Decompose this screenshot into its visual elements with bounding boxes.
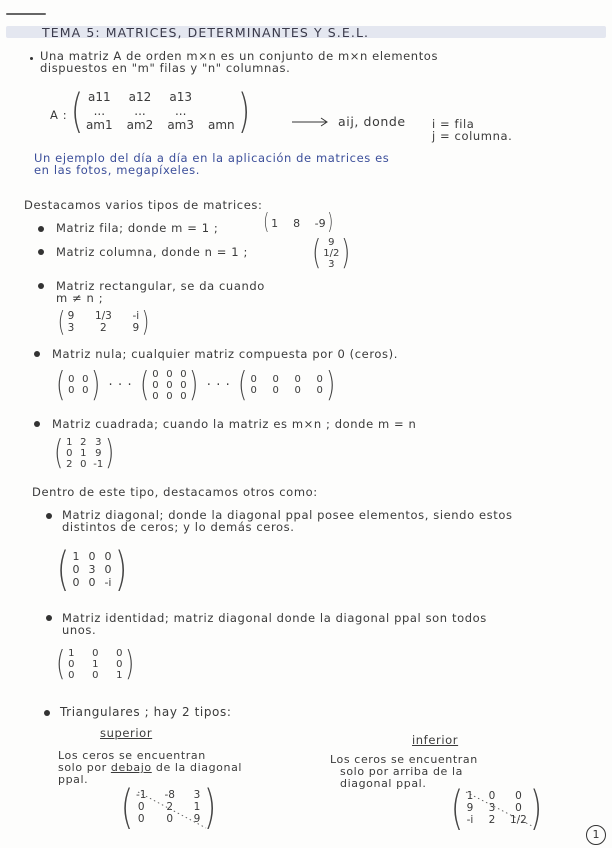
matrix-cell: 0 [72, 562, 80, 576]
page-title: TEMA 5: MATRICES, DETERMINANTES Y S.E.L. [42, 25, 370, 40]
i-fila-text: i = fila [432, 117, 475, 131]
inferior-matrix: ( 1 0 0 9 3 0 -i 2 1/2 ) [450, 781, 543, 835]
matrix-cell: 1 [193, 801, 201, 813]
matrix-cell: ... [174, 104, 187, 118]
identidad-line-1: Matriz identidad; matriz diagonal donde la diagonal ppal son todos [62, 611, 487, 625]
matrix-cell: 0 [180, 368, 187, 380]
superior-line-1: Los ceros se encuentran [58, 749, 206, 762]
superior-matrix: ( -1 -8 3 0 2 1 0 0 9 ) [120, 780, 217, 834]
page-number: 1 [586, 825, 606, 845]
matrix-cell: 0 [68, 669, 75, 681]
matrix-cell: 0 [250, 374, 257, 385]
matrix-cell: am1 [85, 118, 113, 132]
matrix-cell: 0 [104, 549, 112, 563]
dentro-text: Dentro de este tipo, destacamos otros como: [32, 485, 318, 499]
matrix-cell: 0 [104, 562, 112, 576]
matrix-cell: 0 [250, 385, 257, 396]
matrix-cell: 2 [66, 458, 73, 470]
matrix-cell: 1 [116, 669, 123, 681]
matrix-cell: 1 [68, 647, 75, 659]
superior-line-2c: de la diagonal [155, 761, 243, 774]
matrix-cell: -1 [135, 789, 147, 801]
matrix-cell: 0 [316, 385, 323, 396]
matrix-cell: 1 [72, 549, 80, 563]
nula-text: Matriz nula; cualquier matriz compuesta por 0 (ceros). [52, 347, 398, 361]
superior-diagonal-dots [138, 792, 210, 830]
matrix-cell: 0 [137, 813, 145, 825]
matrix-cell: 9 [95, 447, 102, 459]
intro-line-1: Una matriz A de orden m×n es un conjunto de m×n elementos [40, 49, 439, 63]
bullet-dot [46, 513, 52, 519]
superior-line-2a: solo por [58, 761, 107, 774]
left-paren: ( [55, 365, 66, 405]
matrix-cell: 2 [100, 322, 107, 334]
rectangular-line-1: Matriz rectangular, se da cuando [56, 279, 265, 293]
matrix-cell: 0 [137, 801, 145, 813]
matrix-cell: 0 [515, 802, 522, 814]
bullet-dot [44, 710, 50, 716]
general-matrix [68, 84, 253, 138]
matrix-cell: a11 [87, 90, 111, 104]
rectangular-matrix: ( 9 1/3 -i 3 2 9 ) [57, 305, 150, 338]
matrix-cell: ... [93, 104, 106, 118]
matrix-cell: 3 [95, 436, 102, 448]
matrix-cell: 0 [82, 374, 89, 385]
matrix-cell: 1 [466, 790, 474, 802]
matrix-cell: -i [466, 814, 474, 826]
matrix-cell: 0 [68, 658, 75, 670]
nula-matrices-row [54, 365, 337, 405]
aij-text: aij, donde [338, 114, 406, 129]
superior-line-3: ppal. [58, 773, 89, 786]
j-columna-text: j = columna. [432, 129, 513, 143]
matrix-cell: 0 [488, 790, 496, 802]
matrix-cell: 0 [272, 385, 279, 396]
matrix-cell [208, 104, 235, 118]
matrix-cell: 0 [68, 374, 75, 385]
matrix-cell: 0 [88, 549, 96, 563]
matrix-cell: 8 [293, 216, 301, 230]
matrix-cell: 0 [72, 575, 80, 589]
example-line-2: en las fotos, megapíxeles. [34, 163, 201, 177]
matrix-cell: amn [208, 118, 235, 132]
rectangular-line-2: m ≠ n ; [56, 291, 104, 305]
inferior-line-2: solo por arriba de la [340, 765, 463, 778]
matrix-cell: 9 [132, 322, 140, 334]
matrix-cell: 0 [92, 669, 99, 681]
matrix-cell: 0 [116, 658, 123, 670]
matrix-cell: 1/3 [94, 310, 112, 322]
matrix-cell: 3 [67, 322, 75, 334]
matrix-cell: 0 [82, 385, 89, 396]
matrix-cell: 0 [166, 379, 173, 391]
diagonal-line-1: Matriz diagonal; donde la diagonal ppal posee elementos, siendo estos [62, 508, 513, 522]
diagonal-line-2: distintos de ceros; y lo demás ceros. [62, 520, 295, 534]
matrix-cell: -9 [314, 216, 326, 230]
matrix-cell: a13 [169, 90, 192, 104]
corner-mark [6, 13, 46, 15]
bullet-dot [38, 249, 44, 255]
matrix-cell: 2 [166, 801, 174, 813]
left-paren: ( [238, 365, 248, 405]
matrix-cell: 0 [316, 374, 323, 385]
matrix-cell [208, 90, 235, 104]
matrix-cell: 2 [488, 814, 496, 826]
right-paren: ) [325, 365, 335, 405]
right-paren: ) [237, 84, 250, 138]
arrow-icon [292, 118, 332, 126]
matrix-cell: 1/2 [509, 814, 527, 826]
matrix-cell: 0 [294, 374, 301, 385]
matrix-cell: 0 [116, 647, 123, 659]
bullet-dot [46, 615, 52, 621]
matrix-cell: -i [132, 310, 140, 322]
matrix-cell: 0 [166, 813, 174, 825]
matrix-cell: 3 [88, 562, 96, 576]
identidad-line-2: unos. [62, 623, 97, 637]
left-paren: ( [70, 84, 84, 138]
superior-line-2b: debajo [110, 761, 152, 774]
matrix-cell: 3 [193, 789, 201, 801]
intro-line-2: dispuestos en "m" filas y "n" columnas. [40, 61, 291, 75]
types-heading: Destacamos varios tipos de matrices: [24, 198, 263, 212]
matrix-cell: a12 [128, 90, 152, 104]
inferior-title: inferior [412, 733, 459, 747]
zero-matrix [236, 365, 337, 405]
example-line-1: Un ejemplo del día a día en la aplicación de matrices es [34, 151, 390, 165]
superior-title: superior [100, 726, 153, 740]
bullet-dot [34, 351, 40, 357]
fila-text: Matriz fila; donde m = 1 ; [56, 221, 219, 235]
matrix-cell: 0 [515, 790, 522, 802]
zero-matrix [54, 365, 103, 405]
matrix-cell: 2 [80, 436, 87, 448]
bullet-dot [30, 57, 33, 60]
matrix-cell: 1 [271, 216, 279, 230]
matrix-cell: 0 [92, 647, 99, 659]
matrix-cell: 0 [180, 390, 187, 402]
matrix-cell: 0 [152, 390, 159, 402]
matrix-label: A : [50, 108, 68, 122]
cuadrada-matrix: ( 1 2 3 0 1 9 2 0 -1 ) [53, 433, 115, 473]
zero-matrix [138, 365, 201, 405]
matrix-cell: 0 [166, 390, 173, 402]
matrix-cell: 1 [92, 658, 99, 670]
matrix-cell: am2 [126, 118, 154, 132]
matrix-cell: 9 [67, 310, 75, 322]
matrix-cell: 0 [66, 447, 73, 459]
inferior-line-3: diagonal ppal. [340, 777, 427, 790]
matrix-cell: 1 [80, 447, 87, 459]
matrix-cell: 3 [328, 258, 335, 270]
matrix-cell: 1 [66, 436, 73, 448]
columna-matrix: ( 9 1/2 3 ) [311, 233, 351, 273]
bullet-dot [38, 283, 44, 289]
matrix-cell: 1/2 [323, 247, 340, 259]
matrix-cell: 0 [152, 368, 159, 380]
matrix-cell: 0 [80, 458, 87, 470]
triangulares-heading: Triangulares ; hay 2 tipos: [60, 705, 232, 719]
ellipsis-text: · · · [108, 377, 133, 393]
matrix-cell: 3 [488, 802, 496, 814]
diagonal-matrix: ( 1 0 0 0 3 0 0 0 -i ) [56, 542, 128, 596]
columna-text: Matriz columna, donde n = 1 ; [56, 245, 248, 259]
matrix-cell: -8 [164, 789, 175, 801]
matrix-cell: 0 [294, 385, 301, 396]
bullet-dot [38, 226, 44, 232]
identidad-matrix: ( 1 0 0 0 1 0 0 0 1 ) [55, 644, 135, 684]
cuadrada-text: Matriz cuadrada; cuando la matriz es m×n ; donde m = n [52, 417, 417, 431]
left-paren: ( [140, 365, 150, 405]
inferior-line-1: Los ceros se encuentran [330, 753, 478, 766]
fila-matrix: ( 1 8 -9 ) [263, 210, 333, 235]
matrix-cell: 0 [152, 379, 159, 391]
inferior-diagonal-dots [466, 792, 538, 830]
right-paren: ) [91, 365, 101, 405]
matrix-cell: 0 [272, 374, 279, 385]
matrix-cell: -i [104, 575, 112, 589]
matrix-cell: 0 [180, 379, 187, 391]
matrix-cell: 9 [328, 236, 335, 248]
matrix-cell: am3 [167, 118, 195, 132]
right-paren: ) [189, 365, 199, 405]
matrix-cell: -1 [93, 458, 104, 470]
ellipsis-text: · · · [206, 377, 231, 393]
matrix-cell: 9 [466, 802, 474, 814]
matrix-cell: 9 [193, 813, 201, 825]
matrix-cell: 0 [166, 368, 173, 380]
bullet-dot [34, 421, 40, 427]
matrix-cell: ... [134, 104, 146, 118]
matrix-cell: 0 [68, 385, 75, 396]
matrix-cell: 0 [88, 575, 96, 589]
